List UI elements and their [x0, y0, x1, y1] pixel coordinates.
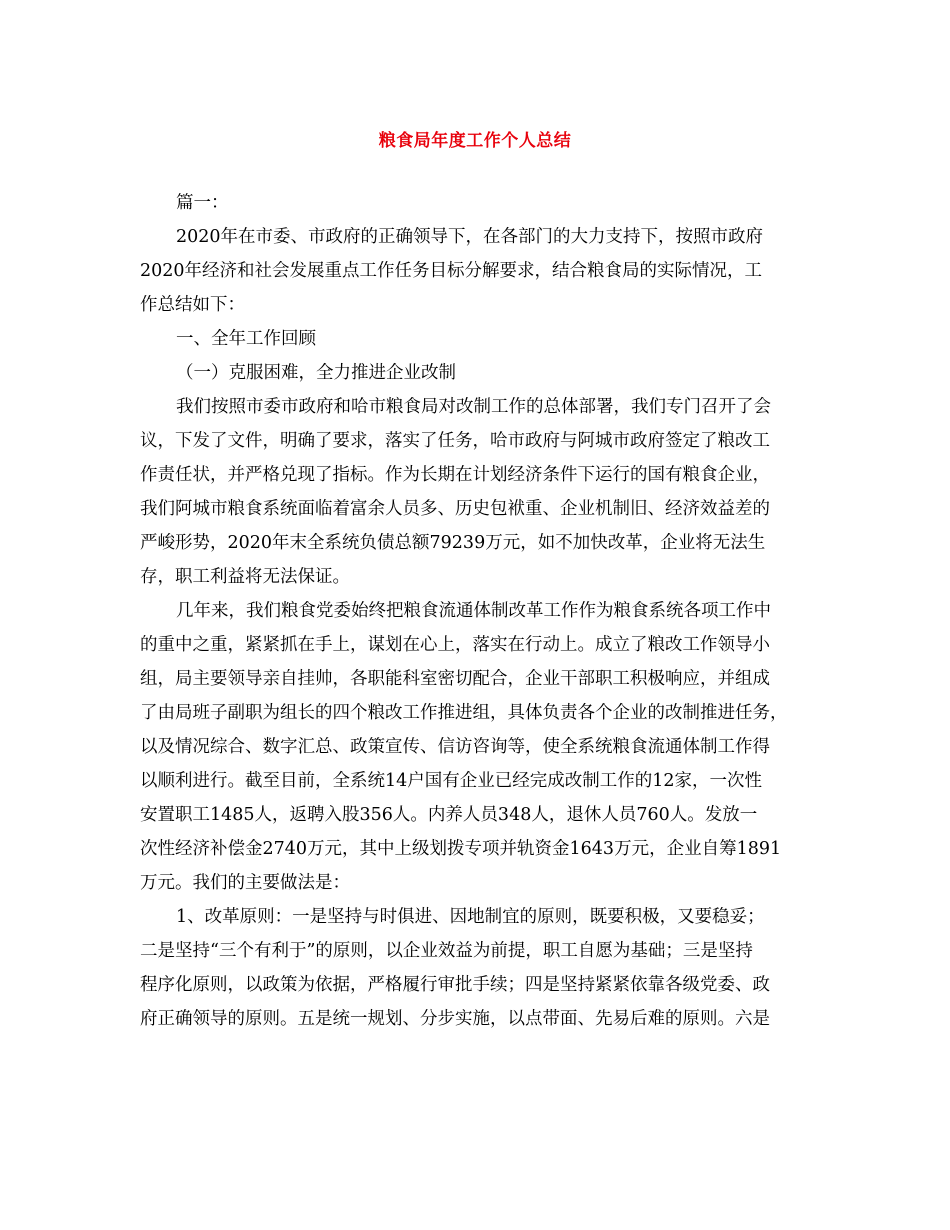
text-line: 1、改革原则：一是坚持与时俱进、因地制宜的原则，既要积极，又要稳妥；	[176, 907, 765, 927]
text-line: 次性经济补偿金2740万元，其中上级划拨专项并轨资金1643万元，企业自筹1891	[140, 839, 782, 859]
text-line: 存，职工利益将无法保证。	[140, 567, 350, 587]
page-title: 粮食局年度工作个人总结	[378, 131, 572, 151]
text-line: 府正确领导的原则。五是统一规划、分步实施，以点带面、先易后难的原则。六是	[140, 1009, 770, 1029]
text-line: 安置职工1485人，返聘入股356人。内养人员348人，退休人员760人。发放一	[140, 805, 758, 825]
text-line: 程序化原则，以政策为依据，严格履行审批手续；四是坚持紧紧依靠各级党委、政	[140, 975, 770, 995]
text-line: 作总结如下：	[140, 295, 245, 315]
text-line: 2020年经济和社会发展重点工作任务目标分解要求，结合粮食局的实际情况，工	[140, 261, 763, 281]
text-line: （一）克服困难，全力推进企业改制	[176, 363, 456, 383]
text-line: 我们阿城市粮食系统面临着富余人员多、历史包袱重、企业机制旧、经济效益差的	[140, 499, 770, 519]
document-body	[140, 186, 812, 1036]
text-line: 一、全年工作回顾	[176, 329, 316, 349]
text-line: 以顺利进行。截至目前，全系统14户国有企业已经完成改制工作的12家，一次性	[140, 771, 763, 791]
text-line: 议，下发了文件，明确了要求，落实了任务，哈市政府与阿城市政府签定了粮改工	[140, 431, 770, 451]
text-line: 严峻形势，2020年末全系统负债总额79239万元，如不加快改革，企业将无法生	[140, 533, 766, 553]
text-line: 万元。我们的主要做法是：	[140, 873, 350, 893]
text-line: 作责任状，并严格兑现了指标。作为长期在计划经济条件下运行的国有粮食企业，	[140, 465, 770, 485]
text-line: 2020年在市委、市政府的正确领导下，在各部门的大力支持下，按照市政府	[176, 227, 764, 247]
text-line: 了由局班子副职为组长的四个粮改工作推进组，具体负责各个企业的改制推进任务，	[140, 703, 788, 723]
text-line: 组，局主要领导亲自挂帅，各职能科室密切配合，企业干部职工积极响应，并组成	[140, 669, 770, 689]
text-line: 以及情况综合、数字汇总、政策宣传、信访咨询等，使全系统粮食流通体制工作得	[140, 737, 770, 757]
text-line: 的重中之重，紧紧抓在手上，谋划在心上，落实在行动上。成立了粮改工作领导小	[140, 635, 770, 655]
text-line: 篇一：	[176, 193, 229, 213]
text-line: 二是坚持“三个有利于”的原则，以企业效益为前提，职工自愿为基础；三是坚持	[140, 941, 753, 961]
text-line: 我们按照市委市政府和哈市粮食局对改制工作的总体部署，我们专门召开了会	[176, 397, 771, 417]
text-line: 几年来，我们粮食党委始终把粮食流通体制改革工作作为粮食系统各项工作中	[176, 601, 771, 621]
